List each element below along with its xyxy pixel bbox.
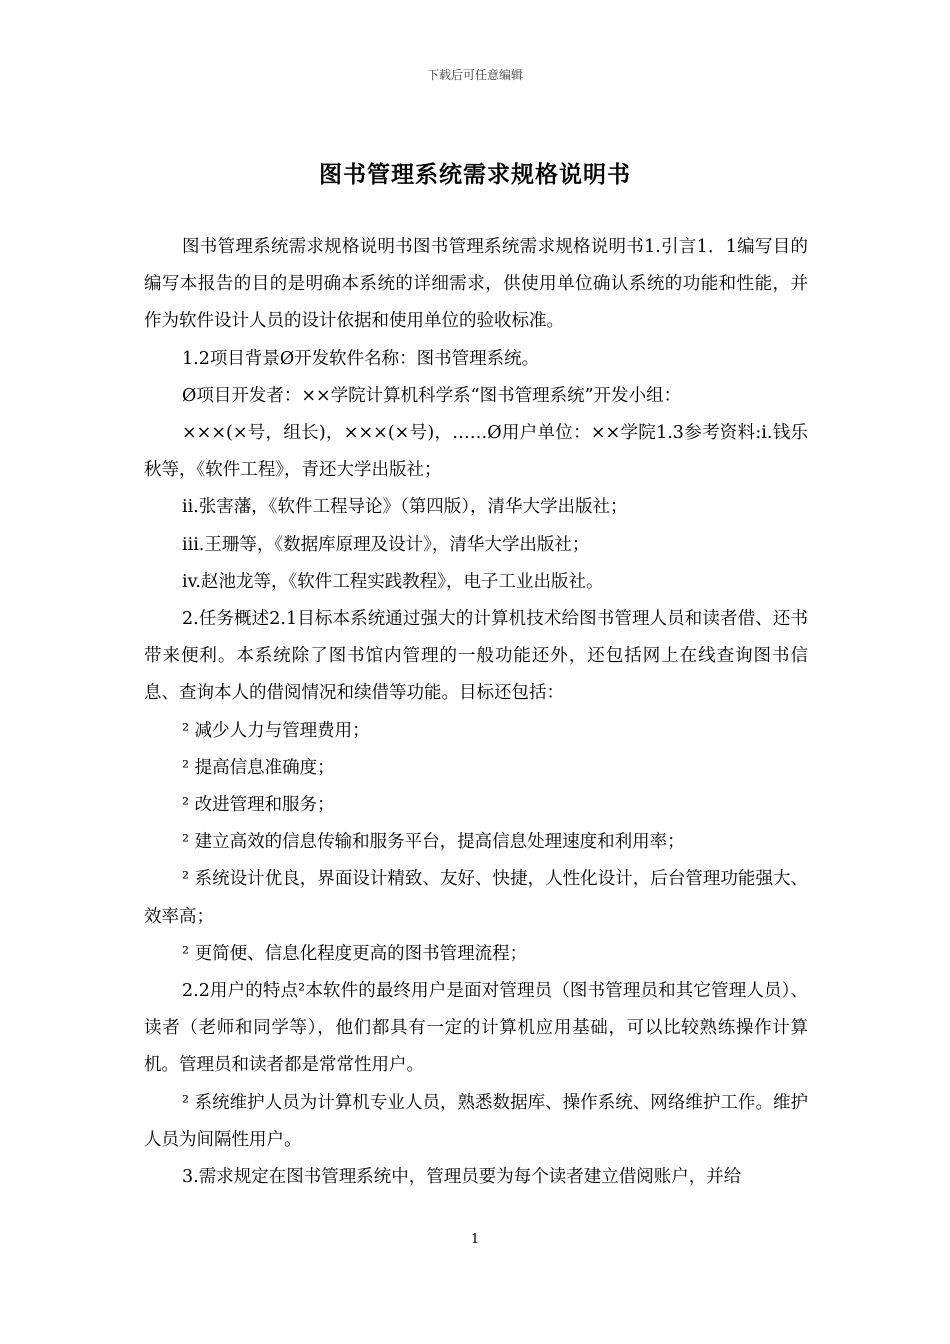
document-title: 图书管理系统需求规格说明书 xyxy=(319,162,631,188)
paragraph-reference-iv: iv.赵池龙等，《软件工程实践教程》，电子工业出版社。 xyxy=(182,571,604,592)
paragraph-project-background: 1.2项目背景Ø开发软件名称：图书管理系统。 xyxy=(182,348,540,369)
header-note: 下载后可任意编辑 xyxy=(426,68,523,82)
bullet-item: ² 提高信息准确度； xyxy=(182,757,335,778)
bullet-item: ² 更简便、信息化程度更高的图书管理流程； xyxy=(182,943,528,964)
bullet-item: ² 系统维护人员为计算机专业人员，熟悉数据库、操作系统、网络维护工作。维护人员为间隔性用户。 xyxy=(144,1092,808,1150)
bullet-item: ² 改进管理和服务； xyxy=(182,795,335,816)
paragraph-requirements: 3.需求规定在图书管理系统中，管理员要为每个读者建立借阅账户，并给 xyxy=(182,1167,742,1188)
paragraph-task-overview: 2.任务概述2.1目标本系统通过强大的计算机技术给图书管理人员和读者借、还书带来便利。本系统除了图书馆内管理的一般功能还外，还包括网上在线查询图书信息、查询本人的借阅情况和续借等功能。目标还包括： xyxy=(144,609,808,704)
paragraph-reference-ii: ii.张害藩，《软件工程导论》（第四版），清华大学出版社； xyxy=(182,497,628,518)
bullet-item: ² 建立高效的信息传输和服务平台，提高信息处理速度和利用率； xyxy=(182,832,685,853)
paragraph-references: ×××(×号，组长)，×××(×号)，……Ø用户单位：××学院1.3参考资料:i.钱乐秋等，《软件工程》，青还大学出版社； xyxy=(144,423,808,481)
paragraph-reference-iii: iii.王珊等，《数据库原理及设计》，清华大学出版社； xyxy=(182,534,590,555)
document-body xyxy=(144,229,808,1196)
page-number: 1 xyxy=(470,1232,480,1247)
paragraph-developer: Ø项目开发者：××学院计算机科学系“图书管理系统”开发小组： xyxy=(182,385,682,406)
bullet-item: ² 减少人力与管理费用； xyxy=(182,720,370,741)
bullet-item: ² 系统设计优良，界面设计精致、友好、快捷，人性化设计，后台管理功能强大、效率高； xyxy=(144,869,808,927)
paragraph-introduction: 图书管理系统需求规格说明书图书管理系统需求规格说明书1.引言1．1编写目的编写本报告的目的是明确本系统的详细需求，供使用单位确认系统的功能和性能，并作为软件设计人员的设计依据和使用单位的验收标准。 xyxy=(144,237,808,332)
paragraph-user-characteristics: 2.2用户的特点²本软件的最终用户是面对管理员（图书管理员和其它管理人员）、读者（老师和同学等），他们都具有一定的计算机应用基础，可以比较熟练操作计算机。管理员和读者都是常常性用户。 xyxy=(144,981,808,1076)
